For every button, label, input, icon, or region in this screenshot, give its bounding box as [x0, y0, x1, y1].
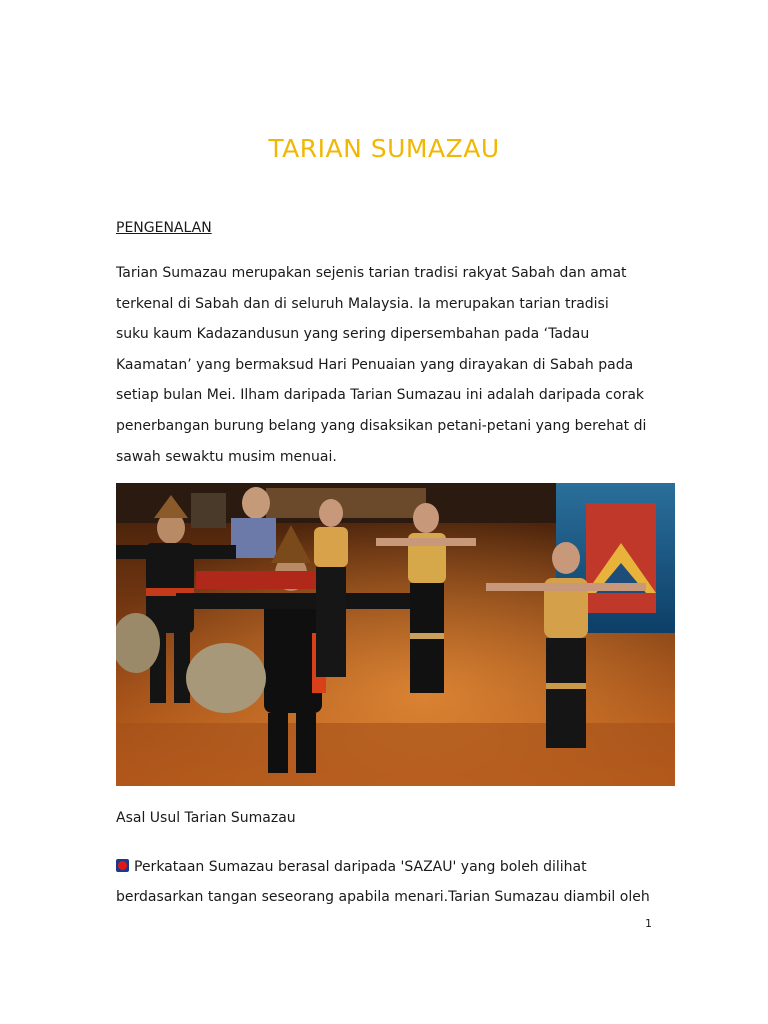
document-title: TARIAN SUMAZAU [268, 134, 500, 163]
origin-line-text: Perkataan Sumazau berasal daripada 'SAZAU' yang boleh dilihat [134, 859, 587, 875]
paragraph-line: setiap bulan Mei. Ilham daripada Tarian Sumazau ini adalah daripada corak [116, 387, 645, 404]
paragraph-line: sawah sewaktu musim menuai. [116, 448, 337, 465]
paragraph-line: penerbangan burung belang yang disaksikan petani-petani yang berehat di [116, 417, 647, 434]
dancers-photo [116, 483, 675, 786]
paragraph-line: terkenal di Sabah dan di seluruh Malaysia. Ia merupakan tarian tradisi [116, 295, 609, 312]
section-heading: PENGENALAN [116, 220, 212, 236]
origin-subheading: Asal Usul Tarian Sumazau [116, 810, 296, 826]
paragraph-line: Kaamatan’ yang bermaksud Hari Penuaian yang dirayakan di Sabah pada [116, 356, 634, 373]
red-circle-bullet-icon [116, 859, 129, 872]
paragraph-line [116, 852, 676, 882]
intro-paragraph [116, 258, 656, 472]
origin-paragraph [116, 852, 676, 912]
paragraph-line: berdasarkan tangan seseorang apabila menari.Tarian Sumazau diambil oleh [116, 889, 650, 905]
paragraph-line: Tarian Sumazau merupakan sejenis tarian tradisi rakyat Sabah dan amat [116, 265, 627, 281]
page-number: 1 [645, 917, 652, 930]
paragraph-line: suku kaum Kadazandusun yang sering dipersembahan pada ‘Tadau [116, 326, 590, 343]
